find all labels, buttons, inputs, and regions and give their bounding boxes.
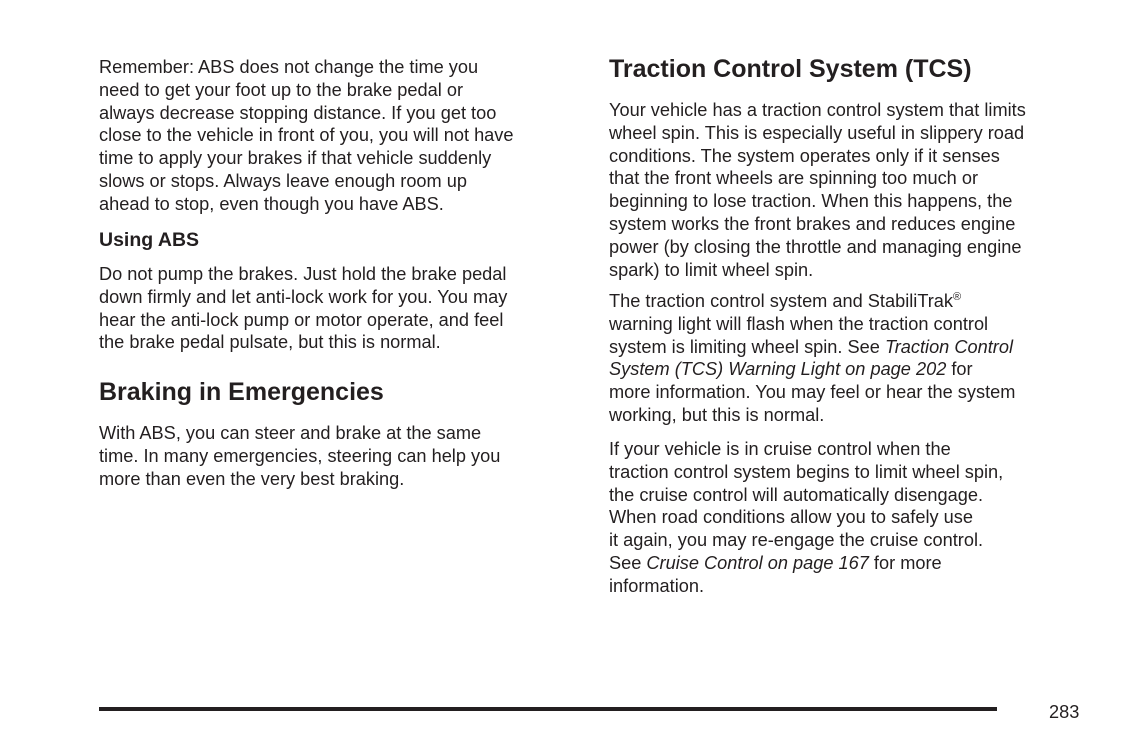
text-run: When road conditions allow you to safely use xyxy=(609,507,973,528)
text-line xyxy=(99,56,514,79)
text-run: Remember: ABS does not change the time you xyxy=(99,57,479,77)
text-line xyxy=(99,309,507,332)
footer-rule xyxy=(99,707,997,711)
text-line xyxy=(609,167,1026,190)
text-run: working, but this is normal. xyxy=(609,404,825,425)
text-run: close to the vehicle in front of you, you will not have xyxy=(99,125,514,146)
text-line xyxy=(99,124,514,147)
text-line xyxy=(99,331,507,354)
text-run: power (by closing the throttle and managing engine xyxy=(609,236,1022,257)
text-line xyxy=(609,461,1003,484)
text-run: time. In many emergencies, steering can help you xyxy=(99,445,501,466)
text-line xyxy=(609,484,1003,507)
text-run: ahead to stop, even though you have ABS. xyxy=(99,193,444,214)
text-line xyxy=(99,79,514,102)
text-run: need to get your foot up to the brake pedal or xyxy=(99,79,464,100)
text-run: always decrease stopping distance. If you get too xyxy=(99,102,497,123)
heading-traction-control-system: Traction Control System (TCS) xyxy=(609,55,972,83)
text-run: for more xyxy=(868,552,942,573)
text-run: down firmly and let anti-lock work for you. You may xyxy=(99,286,508,307)
text-line xyxy=(99,468,500,491)
text-line xyxy=(609,336,1015,359)
text-run: hear the anti-lock pump or motor operate, and feel xyxy=(99,309,504,330)
text-run: Do not pump the brakes. Just hold the brake pedal xyxy=(99,264,507,284)
text-line xyxy=(609,190,1026,213)
text-line xyxy=(609,381,1015,404)
text-run: the brake pedal pulsate, but this is normal. xyxy=(99,332,441,353)
text-run: warning light will flash when the traction control xyxy=(609,313,989,334)
text-run: With ABS, you can steer and brake at the same xyxy=(99,423,482,443)
text-line xyxy=(99,170,514,193)
cross-reference: Cruise Control on page 167 xyxy=(646,552,869,573)
right-paragraph-cruise-control xyxy=(609,438,1003,598)
text-run: traction control system begins to limit wheel spin, xyxy=(609,461,1004,482)
text-line xyxy=(609,506,1003,529)
text-line xyxy=(609,575,1003,598)
text-run: system works the front brakes and reduces engine xyxy=(609,213,1016,234)
right-paragraph-warning-light xyxy=(609,290,1015,427)
text-line xyxy=(99,193,514,216)
heading-braking-in-emergencies: Braking in Emergencies xyxy=(99,378,384,406)
text-line xyxy=(99,102,514,125)
left-paragraph-abs-reminder xyxy=(99,56,514,216)
cross-reference: Traction Control xyxy=(884,336,1013,357)
text-line xyxy=(99,263,507,286)
text-run: Your vehicle has a traction control system that limits xyxy=(609,100,1026,120)
text-line xyxy=(609,358,1015,381)
text-line xyxy=(609,99,1026,122)
text-line xyxy=(609,404,1015,427)
text-run: conditions. The system operates only if it senses xyxy=(609,145,1000,166)
subheading-using-abs: Using ABS xyxy=(99,229,200,251)
text-line xyxy=(99,445,500,468)
text-run: the cruise control will automatically disengage. xyxy=(609,484,984,505)
text-run: for xyxy=(946,359,973,380)
text-line xyxy=(609,552,1003,575)
text-run: slows or stops. Always leave enough room up xyxy=(99,170,467,191)
text-line xyxy=(609,236,1026,259)
text-run: The traction control system and StabiliTrak xyxy=(609,291,954,311)
text-run: more than even the very best braking. xyxy=(99,468,405,489)
text-run: system is limiting wheel spin. See xyxy=(609,336,885,357)
text-run: information. xyxy=(609,575,705,596)
text-line xyxy=(609,122,1026,145)
registered-mark: ® xyxy=(953,291,962,303)
text-line xyxy=(609,145,1026,168)
text-line xyxy=(99,422,500,445)
text-run: time to apply your brakes if that vehicle suddenly xyxy=(99,148,492,169)
text-run: it again, you may re-engage the cruise control. xyxy=(609,530,984,551)
text-line xyxy=(609,313,1015,336)
text-run: more information. You may feel or hear the system xyxy=(609,382,1016,403)
text-run: wheel spin. This is especially useful in slippery road xyxy=(609,122,1025,143)
text-run: If your vehicle is in cruise control when the xyxy=(609,439,951,459)
text-run: See xyxy=(609,552,647,573)
text-line xyxy=(99,147,514,170)
page-number: 283 xyxy=(1049,702,1080,722)
right-paragraph-tcs-intro xyxy=(609,99,1026,281)
text-line xyxy=(609,213,1026,236)
left-paragraph-emergencies xyxy=(99,422,500,490)
text-line xyxy=(99,286,507,309)
text-line xyxy=(609,438,1003,461)
text-line xyxy=(609,529,1003,552)
left-paragraph-using-abs xyxy=(99,263,507,354)
text-run: that the front wheels are spinning too much or xyxy=(609,168,979,189)
text-line xyxy=(609,259,1026,282)
text-run: beginning to lose traction. When this happens, the xyxy=(609,191,1013,212)
text-line xyxy=(609,290,1015,313)
cross-reference: System (TCS) Warning Light on page 202 xyxy=(609,359,947,380)
text-run: spark) to limit wheel spin. xyxy=(609,259,814,280)
